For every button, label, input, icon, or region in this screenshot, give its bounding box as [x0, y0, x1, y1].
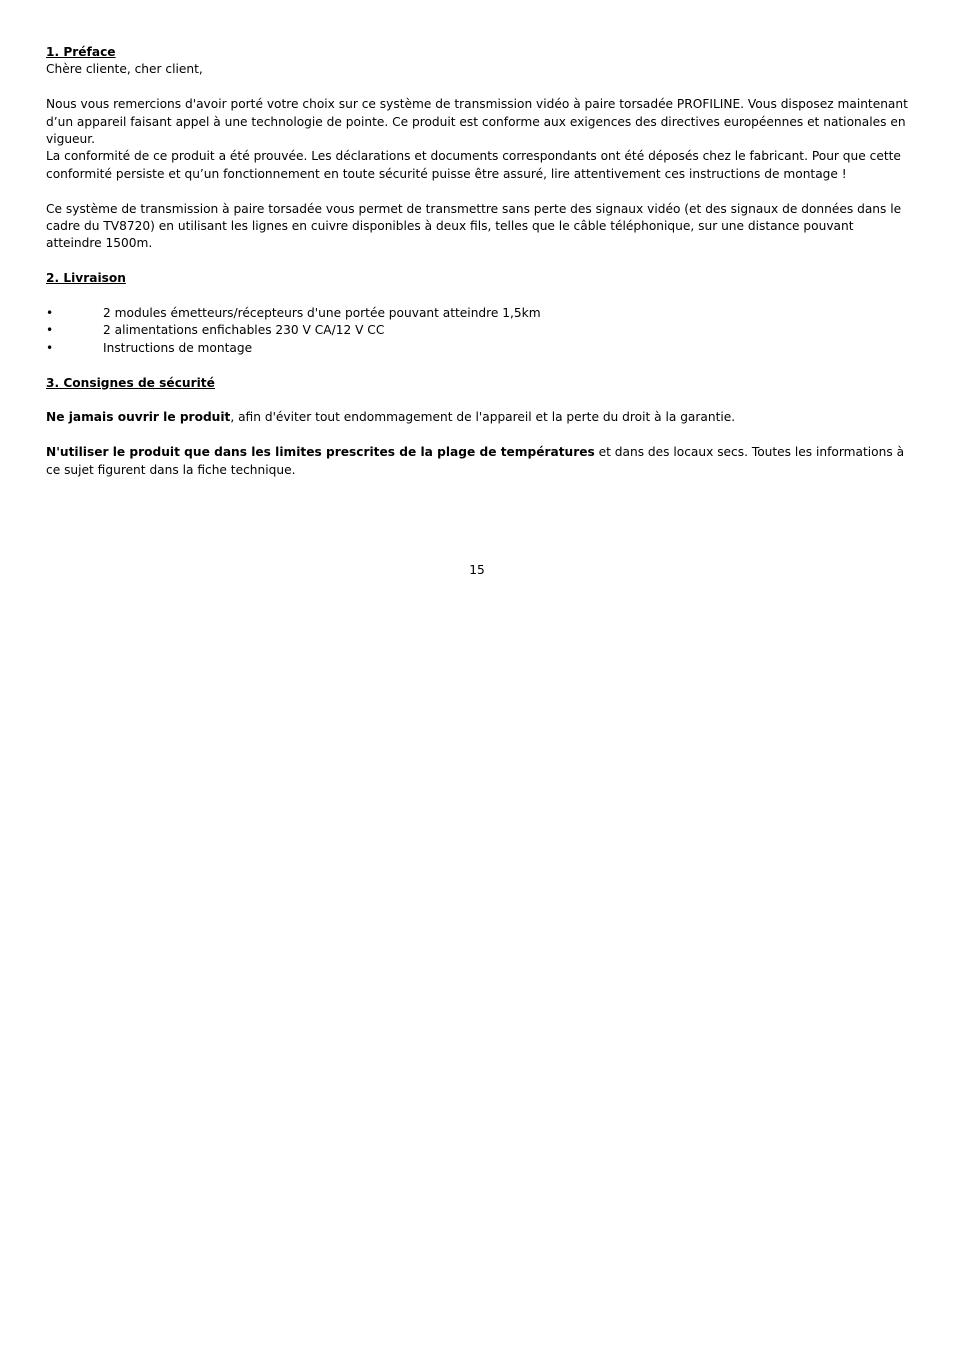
- list-item-text: 2 alimentations enfichables 230 V CA/12 V CC: [103, 323, 385, 338]
- bullet-icon: •: [46, 306, 54, 321]
- preface-paragraph-3: Ce système de transmission à paire torsadée vous permet de transmettre sans perte des signaux vidéo (et des signaux de données dans le cadre du TV8720) en utilisant les lignes en cuivre disponibles à deux fils, telles que le câble téléphonique, sur une distance pouvant atteindre 1500m.: [46, 201, 902, 251]
- section-heading-securite: 3. Consignes de sécurité: [46, 375, 215, 390]
- bullet-icon: •: [46, 340, 54, 355]
- spacer: [46, 427, 912, 444]
- delivery-list: [46, 305, 912, 357]
- section-heading-livraison: 2. Livraison: [46, 271, 126, 286]
- spacer: [46, 357, 912, 374]
- safety-warning-2: [46, 444, 912, 479]
- safety-warning-1: [46, 409, 912, 426]
- safety-warning-1-text: , afin d'éviter tout endommagement de l'appareil et la perte du droit à la garantie.: [230, 410, 736, 425]
- preface-paragraph-1: Nous vous remercions d'avoir porté votre choix sur ce système de transmission vidéo à paire torsadée PROFILINE. Vous disposez maintenant d’un appareil faisant appel à une technologie de pointe. Ce produit est conforme aux exigences des directives européennes et nationales en vigueur.: [46, 97, 908, 147]
- safety-warning-2-bold: N'utiliser le produit que dans les limites prescrites de la plage de températures: [46, 445, 595, 460]
- section-heading-preface: 1. Préface: [46, 45, 116, 59]
- salutation: Chère cliente, cher client,: [46, 62, 203, 77]
- list-item: [46, 340, 912, 357]
- spacer: [46, 288, 912, 305]
- spacer: [46, 392, 912, 409]
- list-item: [46, 322, 912, 339]
- preface-paragraph-2: La conformité de ce produit a été prouvée. Les déclarations et documents correspondants ont été déposés chez le fabricant. Pour que cette conformité persiste et qu’un fonctionnement en toute sécurité puisse être assuré, lire attentivement ces instructions de montage !: [46, 149, 901, 181]
- spacer: [46, 253, 912, 270]
- list-item: [46, 305, 912, 322]
- safety-warning-2-text: et dans des locaux secs. Toutes les informations à ce sujet figurent dans la fiche technique.: [46, 445, 905, 477]
- page-number: 15: [469, 563, 485, 577]
- list-item-text: 2 modules émetteurs/récepteurs d'une portée pouvant atteindre 1,5km: [103, 306, 541, 321]
- document-page: [46, 44, 912, 479]
- safety-warning-1-bold: Ne jamais ouvrir le produit: [46, 410, 231, 425]
- spacer: [46, 183, 912, 200]
- bullet-icon: •: [46, 323, 54, 338]
- spacer: [46, 79, 912, 96]
- list-item-text: Instructions de montage: [103, 340, 253, 355]
